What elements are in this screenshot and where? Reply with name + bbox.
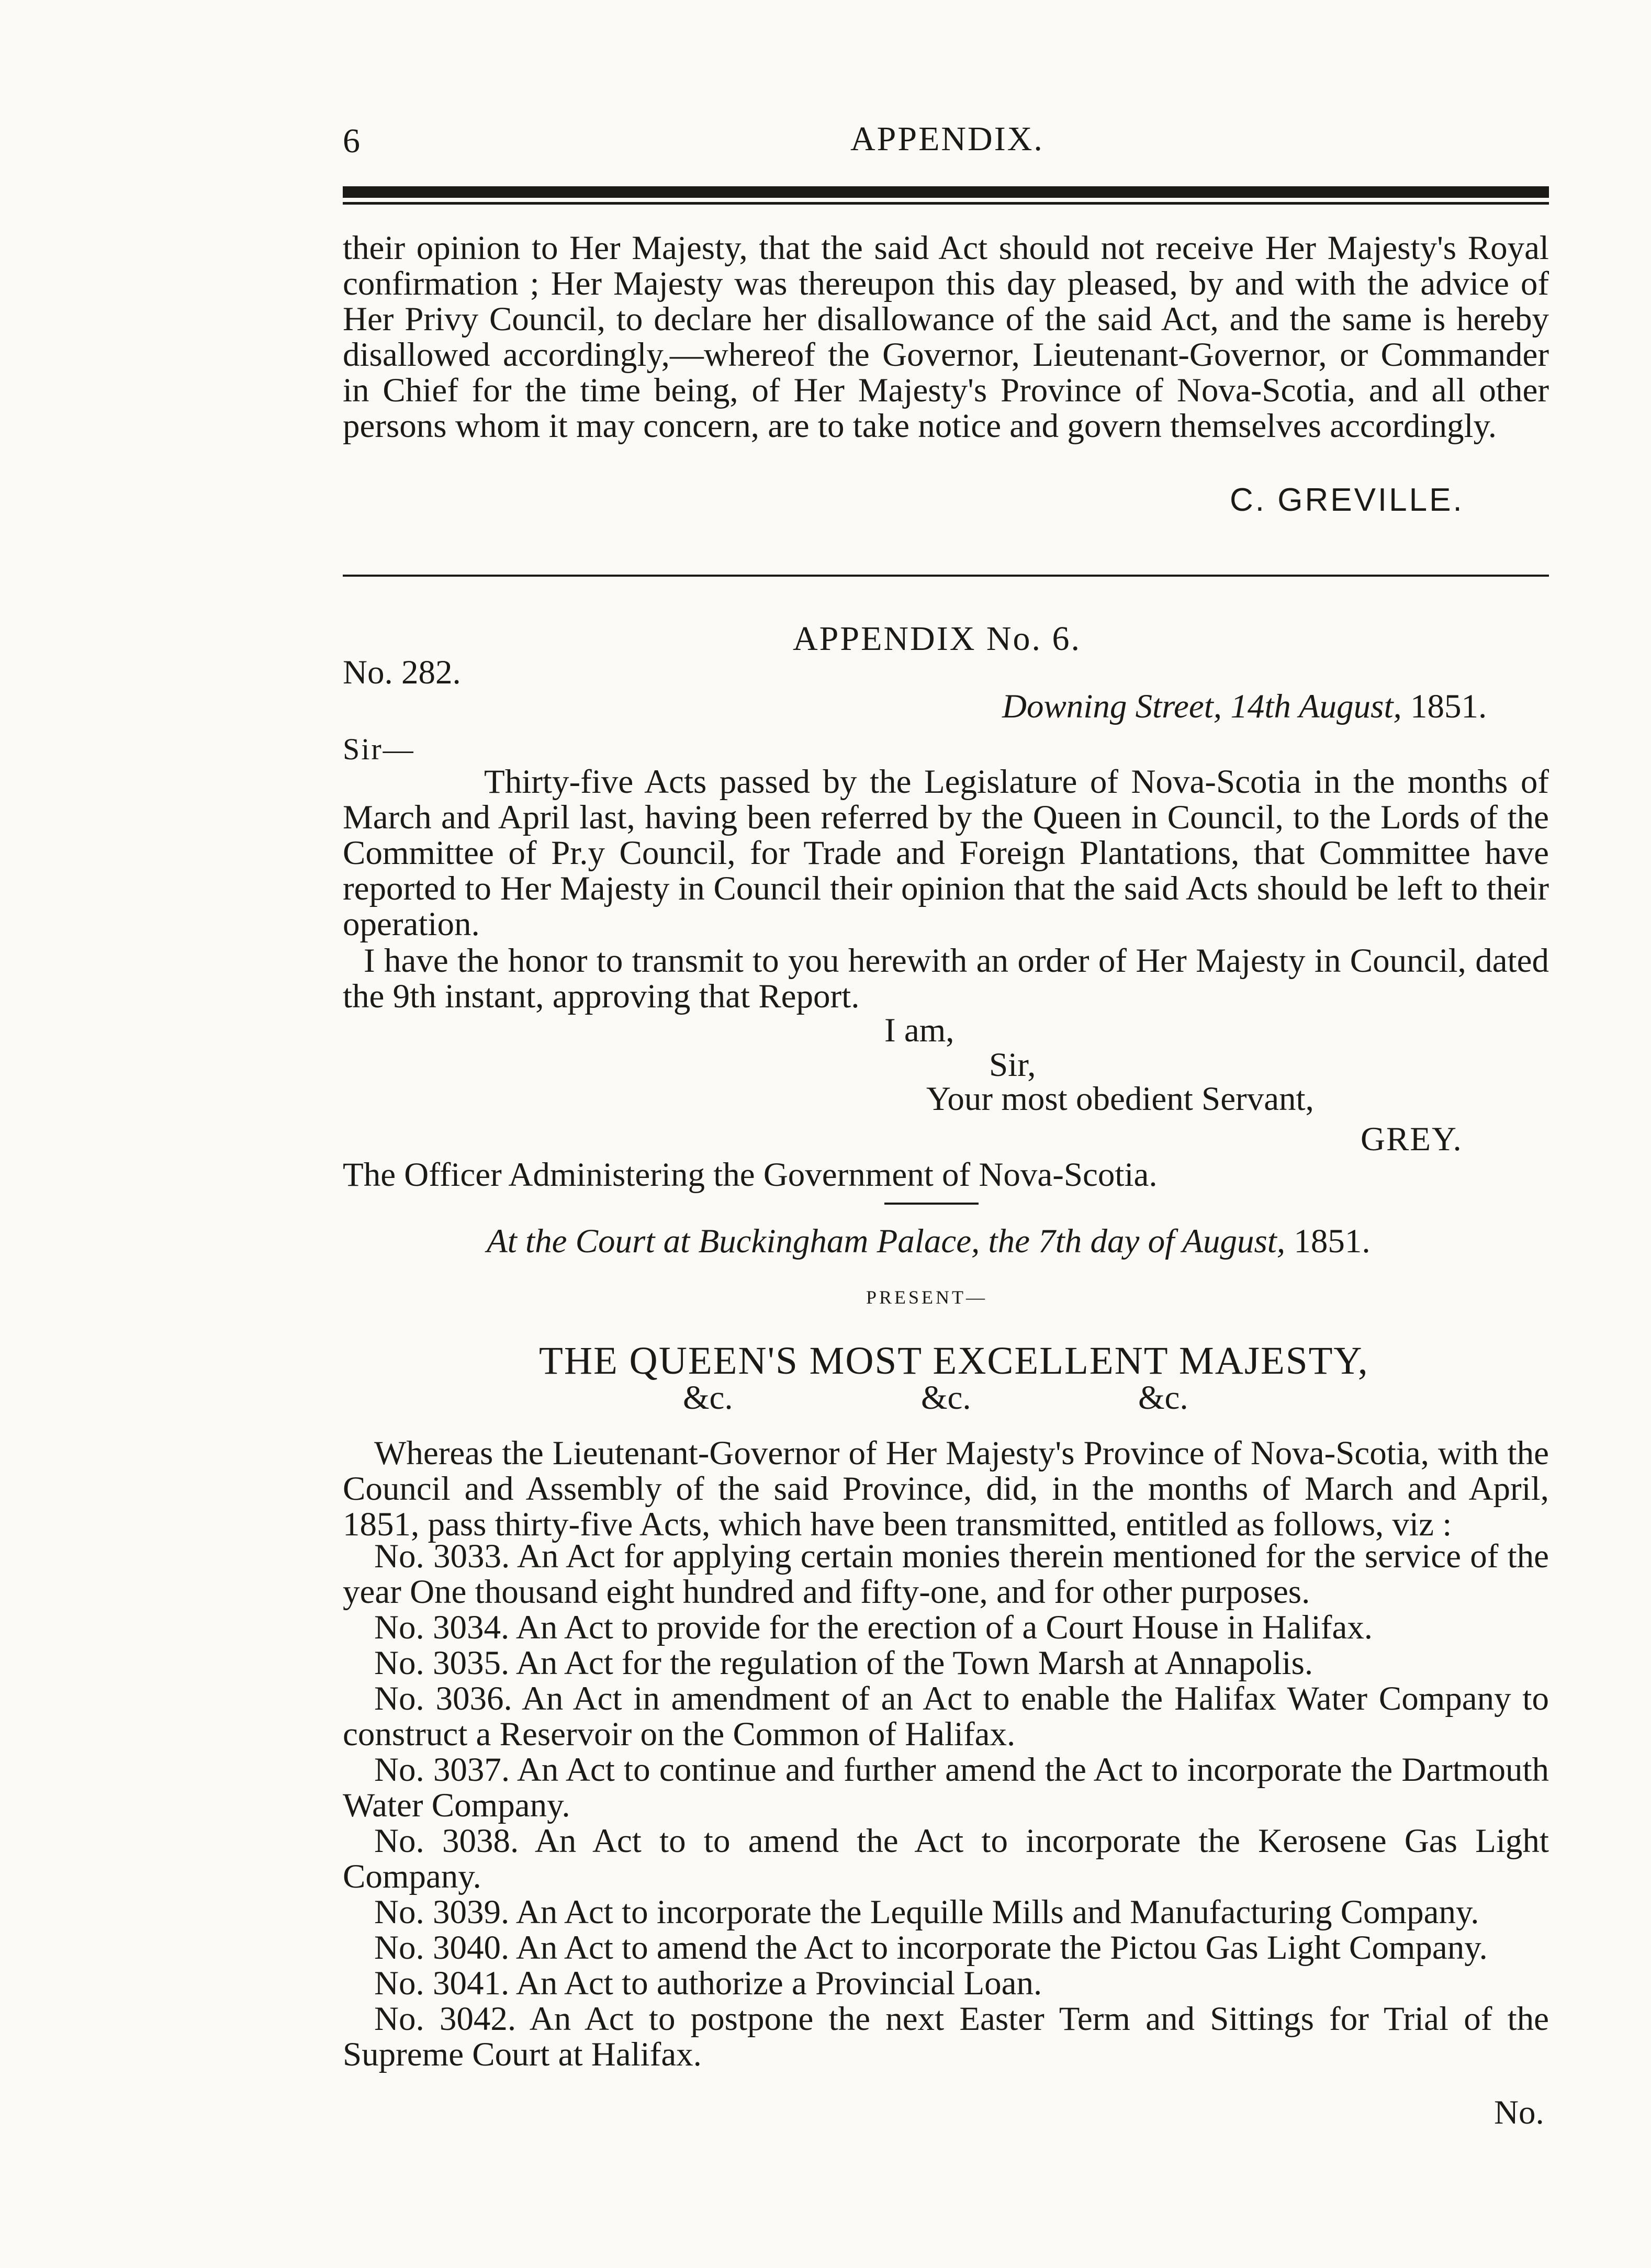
court-line-text: At the Court at Buckingham Palace, the 7th day of August, <box>487 1222 1286 1260</box>
closing-servant: Your most obedient Servant, <box>926 1080 1314 1118</box>
etc-mark: &c. <box>683 1379 733 1417</box>
letter-body-paragraph-1: Thirty-five Acts passed by the Legislature of Nova-Scotia in the months of March and April last, having been referred by the Queen in Council, to the Lords of the Committee of Pr.y Council, for Trade and Foreign Plantations, that Committee have reported to Her Majesty in Council their opinion that the said Acts should be left to their operation. <box>343 763 1549 943</box>
acts-list <box>343 1539 1549 2072</box>
letter-body-paragraph-2: I have the honor to transmit to you herewith an order of Her Majesty in Council, dated the 9th instant, approving that Report. <box>343 942 1549 1015</box>
grey-signature: GREY. <box>1361 1120 1463 1158</box>
act-item: No. 3033. An Act for applying certain monies therein mentioned for the service of the year One thousand eight hundred and fifty-one, and for other purposes. <box>343 1537 1549 1611</box>
present-label: PRESENT— <box>866 1287 988 1308</box>
salutation: Sir— <box>343 732 415 766</box>
letter-number: No. 282. <box>343 654 461 691</box>
dateline-date: 14th August, <box>1230 688 1402 725</box>
header-rule-thick <box>343 186 1549 198</box>
court-line <box>487 1222 1371 1261</box>
act-item: No. 3042. An Act to postpone the next Easter Term and Sittings for Trial of the Supreme Court at Halifax. <box>343 2000 1549 2073</box>
etc-mark: &c. <box>921 1379 971 1417</box>
dateline-place: Downing Street, <box>1002 688 1222 725</box>
letter-dateline <box>1002 687 1487 726</box>
act-item: No. 3037. An Act to continue and further amend the Act to incorporate the Dartmouth Water Company. <box>343 1751 1549 1824</box>
dateline-year: 1851. <box>1410 688 1487 725</box>
header-rule-thin <box>343 202 1549 205</box>
page-number: 6 <box>343 122 360 160</box>
etc-mark: &c. <box>1138 1379 1188 1417</box>
act-item: No. 3034. An Act to provide for the erection of a Court House in Halifax. <box>374 1609 1373 1646</box>
closing-sir: Sir, <box>989 1046 1036 1084</box>
whereas-paragraph: Whereas the Lieutenant-Governor of Her Majesty's Province of Nova-Scotia, with the Council and Assembly of the said Province, did, in the months of March and April, 1851, pass thirty-five Acts, which have been transmitted, entitled as follows, viz : <box>343 1434 1549 1543</box>
court-line-year: 1851. <box>1294 1222 1371 1260</box>
act-item: No. 3039. An Act to incorporate the Lequille Mills and Manufacturing Company. <box>374 1893 1479 1931</box>
act-item: No. 3035. An Act for the regulation of the Town Marsh at Annapolis. <box>374 1644 1313 1682</box>
closing-i-am: I am, <box>884 1012 954 1049</box>
catchword: No. <box>1494 2094 1544 2131</box>
appendix-heading: APPENDIX No. 6. <box>793 620 1082 658</box>
greville-signature: C. GREVILLE. <box>1230 482 1464 518</box>
running-title: APPENDIX. <box>850 120 1044 158</box>
act-item: No. 3038. An Act to to amend the Act to incorporate the Kerosene Gas Light Company. <box>343 1822 1549 1895</box>
section-divider <box>343 575 1549 577</box>
addressee: The Officer Administering the Government of Nova-Scotia. <box>343 1156 1158 1194</box>
act-item: No. 3041. An Act to authorize a Provincial Loan. <box>374 1964 1042 2002</box>
short-divider <box>884 1203 979 1205</box>
act-item: No. 3036. An Act in amendment of an Act to enable the Halifax Water Company to construct a Reservoir on the Common of Halifax. <box>343 1680 1549 1753</box>
majesty-heading: THE QUEEN'S MOST EXCELLENT MAJESTY, <box>539 1339 1369 1383</box>
act-item: No. 3040. An Act to amend the Act to incorporate the Pictou Gas Light Company. <box>374 1929 1488 1967</box>
order-continuation-paragraph: their opinion to Her Majesty, that the said Act should not receive Her Majesty's Royal confirmation ; Her Majesty was thereupon this day pleased, by and with the advice of Her Privy Council, to declare her disallowance of the said Act, and the same is hereby disallowed accordingly,—whereof the Governor, Lieutenant-Governor, or Commander in Chief for the time being, of Her Majesty's Province of Nova-Scotia, and all other persons whom it may concern, are to take notice and govern themselves accordingly. <box>343 229 1549 445</box>
